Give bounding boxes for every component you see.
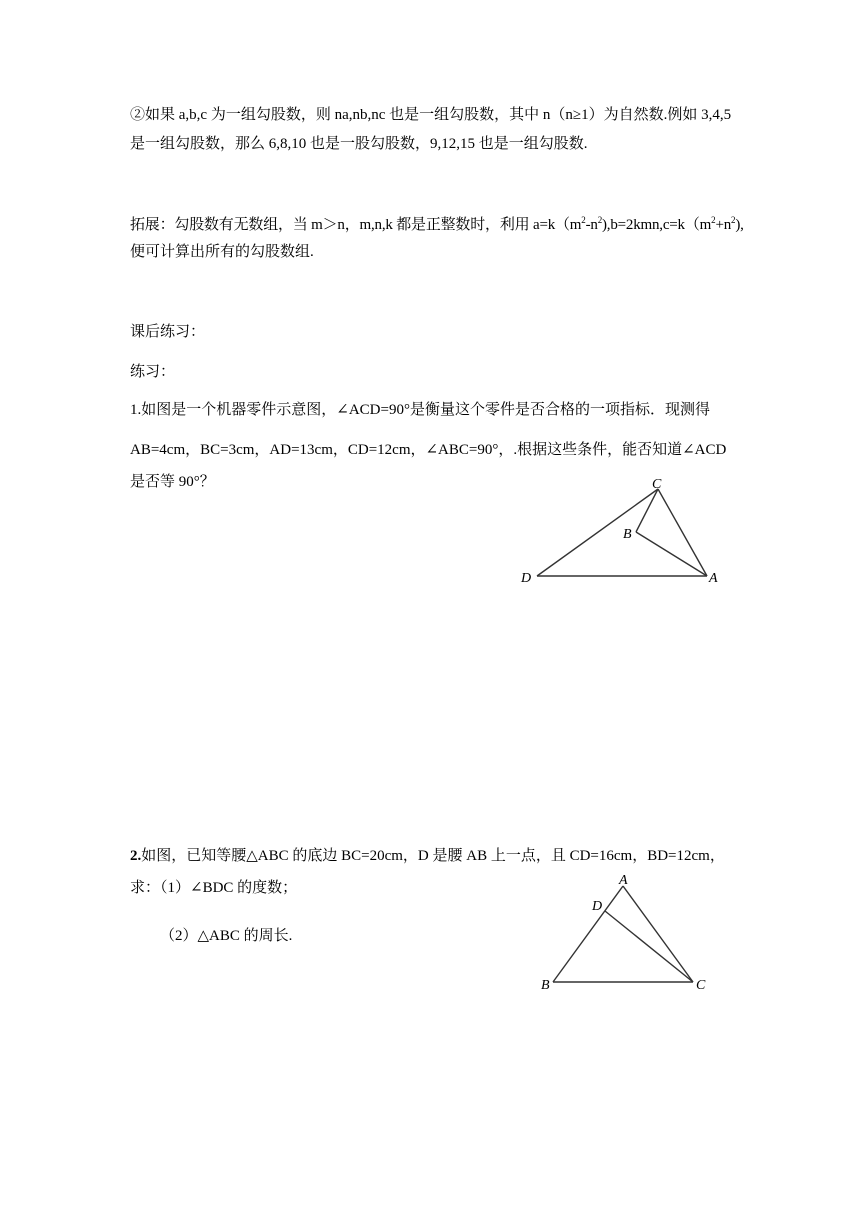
- superscript: 2: [581, 215, 586, 225]
- text: ),: [735, 217, 744, 233]
- problem1-line1: [130, 400, 710, 420]
- superscript: 2: [731, 215, 736, 225]
- paragraph-extension-line2: [130, 242, 314, 262]
- text: AB=4cm，BC=3cm，AD=13cm，CD=12cm，∠ABC=90°，.根据这些条件，能否知道∠ACD: [130, 442, 727, 458]
- text: 拓展：勾股数有无数组，当 m＞n，m,n,k 都是正整数时，利用 a=k（m: [130, 217, 582, 233]
- paragraph-extension-line1: [130, 215, 744, 235]
- text: +n: [715, 217, 731, 233]
- text: -n: [585, 217, 598, 233]
- segment-BA: [636, 532, 707, 576]
- problem1-line3: [130, 472, 215, 492]
- problem2-line3: [160, 926, 292, 946]
- label-D: D: [592, 899, 603, 914]
- text: 1.如图是一个机器零件示意图，∠ACD=90°是衡量这个零件是否合格的一项指标．现测得: [130, 402, 710, 418]
- problem2-line1: [130, 846, 725, 866]
- problem1-line2: [130, 440, 726, 460]
- label-C: C: [652, 477, 662, 492]
- paragraph-multiple-rule-line1: [130, 105, 731, 125]
- text: 求：（1）∠BDC 的度数；: [130, 880, 298, 896]
- label-D: D: [521, 571, 532, 586]
- text: ),b=2kmn,c=k（m: [602, 217, 712, 233]
- text: 如图，已知等腰△ABC 的底边 BC=20cm，D 是腰 AB 上一点，且 CD=16cm，BD=12cm，: [141, 848, 725, 864]
- text: （2）△ABC 的周长.: [160, 928, 293, 944]
- label-C: C: [696, 978, 706, 993]
- label-A: A: [619, 873, 628, 888]
- label-A: A: [709, 571, 718, 586]
- label-B: B: [541, 978, 550, 993]
- heading-after-class: 课后练习：: [130, 324, 206, 340]
- superscript: 2: [711, 215, 716, 225]
- text: 便可计算出所有的勾股数组.: [130, 244, 314, 260]
- segment-BA: [553, 886, 623, 982]
- paragraph-multiple-rule-line2: [130, 134, 588, 154]
- segment-DC: [537, 489, 658, 576]
- problem2-line2: [130, 878, 297, 898]
- heading-practice: 练习：: [130, 364, 176, 380]
- problem-number: 2.: [130, 848, 142, 864]
- text: 是否等 90°？: [130, 474, 215, 490]
- superscript: 2: [597, 215, 603, 225]
- problem2-figure: [535, 872, 720, 997]
- text: ②如果 a,b,c 为一组勾股数，则 na,nb,nc 也是一组勾股数，其中 n（n≥1）为自然数.例如 3,4,5: [130, 107, 732, 123]
- problem1-figure: [515, 472, 735, 592]
- text: 是一组勾股数，那么 6,8,10 也是一股勾股数，9,12,15 也是一组勾股数.: [130, 136, 588, 152]
- label-B: B: [623, 527, 632, 542]
- segment-CB: [636, 489, 658, 532]
- segment-CA: [658, 489, 707, 576]
